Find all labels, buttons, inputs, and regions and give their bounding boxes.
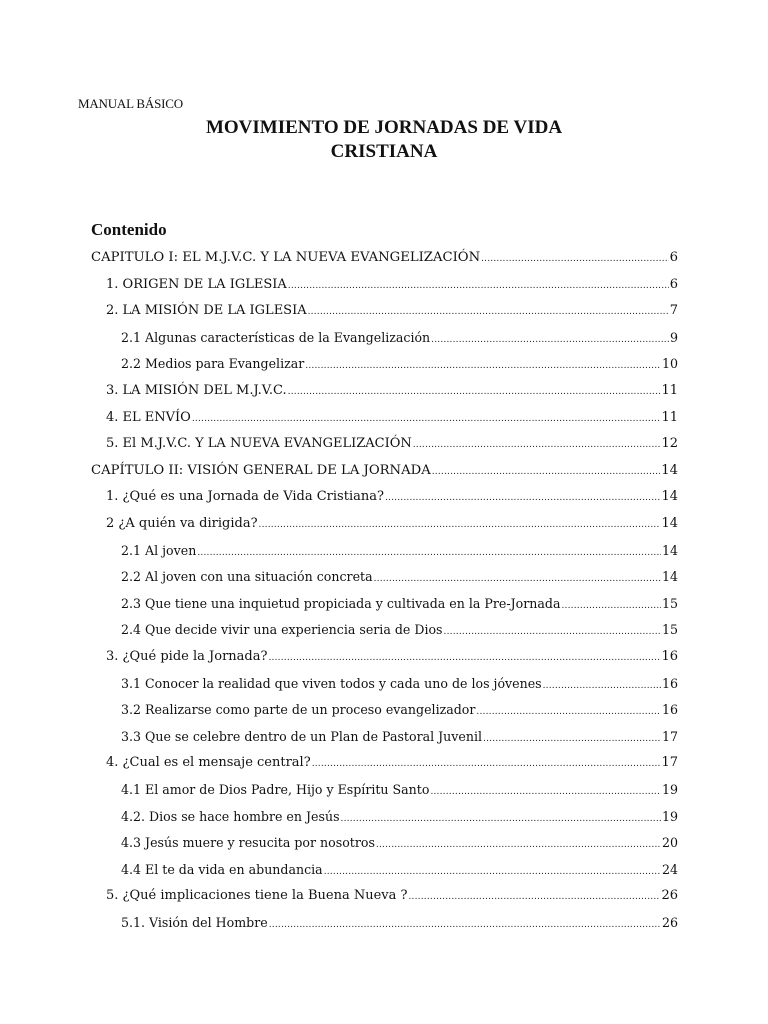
- toc-dot-leader: [341, 814, 661, 824]
- toc-entry[interactable]: [91, 463, 678, 485]
- toc-entry-page-number: 11: [661, 409, 678, 425]
- toc-entry-title: 4.1 El amor de Dios Padre, Hijo y Espíritu Santo: [121, 782, 430, 797]
- toc-entry-title: 3.1 Conocer la realidad que viven todos y cada uno de los jóvenes: [121, 675, 542, 691]
- toc-dot-leader: [305, 361, 661, 371]
- toc-dot-leader: [408, 892, 660, 902]
- toc-dot-leader: [259, 520, 661, 530]
- toc-dot-leader: [561, 601, 661, 611]
- toc-entry[interactable]: [121, 622, 678, 644]
- toc-dot-leader: [543, 681, 661, 691]
- toc-dot-leader: [192, 414, 661, 424]
- toc-entry-page-number: 14: [661, 542, 678, 558]
- toc-entry-title: 4.4 El te da vida en abundancia: [121, 861, 323, 877]
- toc-entry-page-number: 7: [669, 303, 678, 319]
- toc-entry-title: 1. ORIGEN DE LA IGLESIA: [106, 276, 287, 292]
- contents-heading: Contenido: [91, 220, 167, 239]
- toc-entry[interactable]: [106, 436, 678, 458]
- toc-entry-page-number: 9: [669, 329, 678, 345]
- toc-entry-title: 2 ¿A quién va dirigida?: [106, 516, 258, 531]
- toc-dot-leader: [269, 920, 661, 930]
- toc-entry-title: 3.2 Realizarse como parte de un proceso evangelizador: [121, 702, 476, 718]
- toc-entry-page-number: 14: [661, 516, 678, 531]
- toc-entry-page-number: 10: [661, 356, 678, 372]
- manual-label: MANUAL BÁSICO: [78, 96, 183, 111]
- toc-entry[interactable]: [106, 489, 678, 511]
- toc-entry[interactable]: [121, 729, 678, 751]
- toc-entry[interactable]: [106, 516, 678, 538]
- toc-entry-page-number: 15: [661, 622, 678, 638]
- toc-entry-title: 2.1 Algunas características de la Evangelización: [121, 329, 431, 345]
- toc-entry[interactable]: [106, 383, 678, 405]
- toc-entry-page-number: 19: [661, 782, 678, 797]
- toc-dot-leader: [312, 759, 661, 769]
- toc-entry[interactable]: [121, 862, 678, 884]
- toc-entry-page-number: 26: [661, 888, 678, 904]
- toc-entry[interactable]: [91, 250, 678, 272]
- toc-dot-leader: [413, 440, 661, 450]
- toc-entry-title: 4.2. Dios se hace hombre en Jesús: [121, 808, 340, 824]
- toc-entry-title: 2.2 Al joven con una situación concreta: [121, 569, 373, 585]
- toc-dot-leader: [324, 867, 661, 877]
- toc-dot-leader: [444, 627, 661, 637]
- toc-dot-leader: [268, 653, 660, 663]
- toc-dot-leader: [431, 335, 669, 345]
- toc-entry-title: 5.1. Visión del Hombre: [121, 915, 268, 930]
- toc-dot-leader: [374, 574, 661, 584]
- toc-entry-title: 4. ¿Cual es el mensaje central?: [106, 755, 311, 771]
- toc-dot-leader: [385, 493, 661, 503]
- toc-entry-title: CAPITULO I: EL M.J.V.C. Y LA NUEVA EVANGELIZACIÓN: [91, 250, 481, 265]
- toc-entry[interactable]: [121, 676, 678, 698]
- toc-entry[interactable]: [121, 356, 678, 378]
- toc-entry[interactable]: [121, 702, 678, 724]
- toc-entry-title: 2.2 Medios para Evangelizar: [121, 356, 305, 372]
- toc-dot-leader: [288, 387, 661, 397]
- toc-dot-leader: [376, 840, 661, 850]
- toc-entry-page-number: 24: [661, 861, 678, 877]
- toc-entry-page-number: 19: [661, 808, 678, 824]
- toc-dot-leader: [483, 734, 661, 744]
- toc-entry-title: 2. LA MISIÓN DE LA IGLESIA: [106, 303, 307, 319]
- toc-entry-title: 2.3 Que tiene una inquietud propiciada y cultivada en la Pre-Jornada: [121, 595, 561, 611]
- toc-entry-title: 3.3 Que se celebre dentro de un Plan de Pastoral Juvenil: [121, 728, 483, 744]
- toc-entry-page-number: 12: [661, 436, 678, 452]
- toc-entry-page-number: 14: [661, 462, 678, 478]
- toc-entry-title: 3. LA MISIÓN DEL M.J.V.C.: [106, 383, 287, 398]
- title-line-1: MOVIMIENTO DE JORNADAS DE VIDA: [205, 117, 563, 138]
- toc-entry[interactable]: [121, 835, 678, 857]
- toc-entry-page-number: 11: [661, 383, 678, 398]
- toc-entry[interactable]: [106, 888, 678, 910]
- toc-entry-page-number: 17: [661, 755, 678, 771]
- toc-entry[interactable]: [121, 596, 678, 618]
- toc-entry-page-number: 14: [661, 569, 678, 585]
- toc-entry-page-number: 16: [661, 702, 678, 718]
- toc-dot-leader: [308, 307, 669, 317]
- toc-dot-leader: [476, 707, 661, 717]
- toc-dot-leader: [432, 467, 660, 477]
- document-title: [0, 116, 768, 164]
- toc-entry-title: 2.4 Que decide vivir una experiencia seria de Dios: [121, 622, 443, 638]
- toc-entry[interactable]: [106, 277, 678, 299]
- toc-dot-leader: [197, 548, 661, 558]
- toc-dot-leader: [288, 281, 669, 291]
- toc-entry-title: 1. ¿Qué es una Jornada de Vida Cristiana?: [106, 489, 384, 505]
- toc-entry-page-number: 14: [661, 489, 678, 505]
- toc-entry-page-number: 26: [661, 915, 678, 930]
- toc-entry-title: 2.1 Al joven: [121, 542, 197, 558]
- toc-entry-title: CAPÍTULO II: VISIÓN GENERAL DE LA JORNADA: [91, 462, 431, 478]
- toc-entry-title: 5. ¿Qué implicaciones tiene la Buena Nueva ?: [106, 888, 408, 904]
- toc-entry[interactable]: [121, 782, 678, 804]
- toc-entry-page-number: 6: [669, 276, 678, 292]
- toc-entry-page-number: 6: [669, 250, 678, 265]
- toc-entry-page-number: 16: [661, 675, 678, 691]
- toc-entry-title: 3. ¿Qué pide la Jornada?: [106, 649, 268, 664]
- toc-entry[interactable]: [106, 303, 678, 325]
- toc-entry-title: 5. El M.J.V.C. Y LA NUEVA EVANGELIZACIÓN: [106, 436, 412, 452]
- toc-entry-title: 4. EL ENVÍO: [106, 409, 191, 425]
- toc-entry[interactable]: [121, 915, 678, 937]
- toc-entry[interactable]: [121, 330, 678, 352]
- toc-entry-page-number: 17: [661, 728, 678, 744]
- toc-entry[interactable]: [106, 755, 678, 777]
- toc-entry-page-number: 15: [661, 595, 678, 611]
- title-line-2: CRISTIANA: [330, 141, 438, 162]
- toc-dot-leader: [430, 787, 661, 797]
- toc-entry-page-number: 16: [661, 649, 678, 664]
- toc-entry[interactable]: [121, 569, 678, 591]
- toc-entry[interactable]: [121, 543, 678, 565]
- toc-dot-leader: [481, 254, 668, 264]
- toc-entry[interactable]: [121, 809, 678, 831]
- toc-entry-page-number: 20: [661, 835, 678, 851]
- toc-entry[interactable]: [106, 649, 678, 671]
- toc-entry[interactable]: [106, 410, 678, 432]
- toc-entry-title: 4.3 Jesús muere y resucita por nosotros: [121, 835, 375, 851]
